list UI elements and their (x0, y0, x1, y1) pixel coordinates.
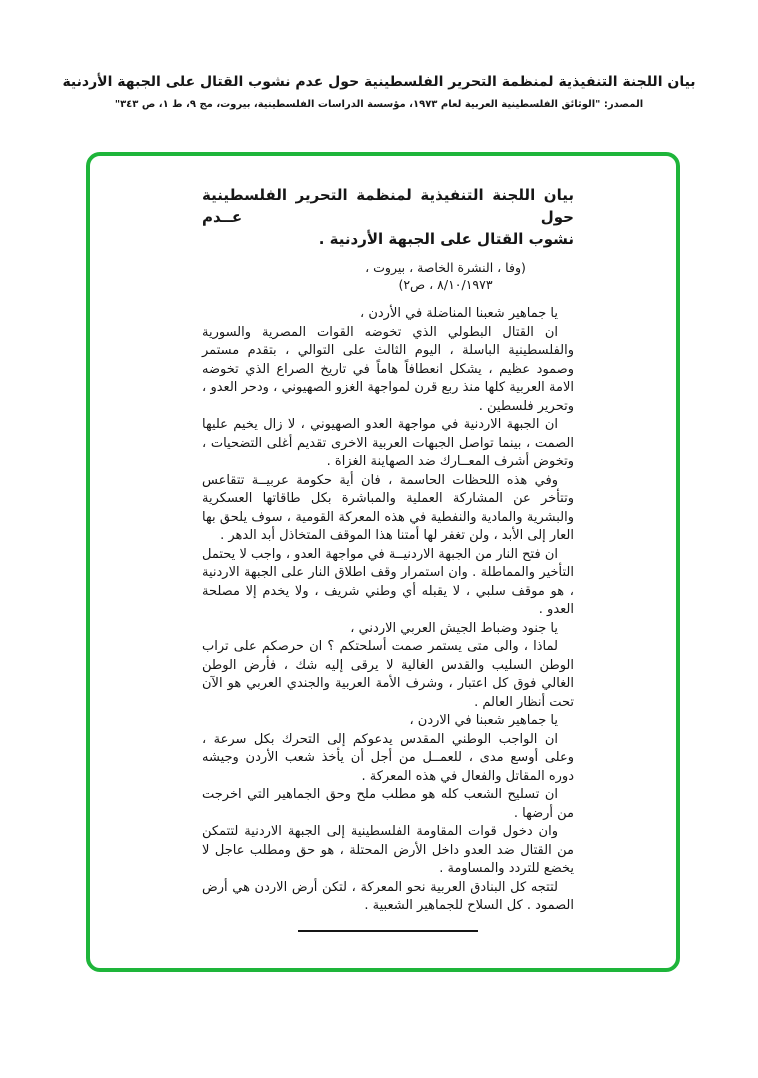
paragraph: وان دخول قوات المقاومة الفلسطينية إلى الجبهة الاردنية لتتمكن من القتال ضد العدو داخل الأرض المحتلة ، هو حق ومطلب عاجل لا يخضع للتردد والمساومة . (202, 824, 574, 876)
paragraph: ان الواجب الوطني المقدس يدعوكم إلى التحرك بكل سرعة ، وعلى أوسع مدى ، للعمــل من أجل أن يأخذ شعب الأردن وجيشه دوره المقاتل والفعال في هذه المعركة . (202, 731, 574, 784)
paragraph: يا جنود وضباط الجيش العربي الاردني ، (350, 620, 558, 636)
paragraph: يا جماهير شعبنا المناضلة في الأردن ، (360, 306, 558, 321)
paragraph: ان تسليح الشعب كله هو مطلب ملح وحق الجماهير التي اخرجت من أرضها . (202, 787, 574, 821)
paragraph: ان القتال البطولي الذي تخوضه القوات المصرية والسورية والفلسطينية الباسلة ، اليوم الثالث على التوالي ، بتقدم مستمر وصمود عظيم ، يشكل انعطافاً هاماً في تاريخ الصراع الذي تخوضه الامة العربية كلها منذ ربع قرن لمواجهة الغزو الصهيوني ، ودحر العدو ، وتحرير فلسطين . (202, 324, 574, 414)
paragraph: لماذا ، والى متى يستمر صمت أسلحتكم ؟ ان حرصكم على تراب الوطن السليب والقدس الغالية لا يرقى إليه شك ، فأرض الوطن الغالي فوق كل اعتبار ، وشرف الأمة العربية والجندي العربي هو الآن تحت أنظار العالم . (202, 639, 574, 710)
citation-block (202, 259, 574, 293)
doc-body (202, 305, 574, 916)
paragraph: يا جماهير شعبنا في الاردن ، (409, 713, 558, 728)
paragraph: ان الجبهة الاردنية في مواجهة العدو الصهيوني ، لا زال يخيم عليها الصمت ، بينما تواصل الجبهات العربية الاخرى تقديم أغلى التضحيات ، وتخوض أشرف المعــارك ضد الصهاينة الغزاة . (202, 417, 574, 469)
divider-line (298, 930, 478, 932)
citation-line-2: ٨/١٠/١٩٧٣ ، ص٢) (398, 277, 493, 292)
paragraph: لتتجه كل البنادق العربية نحو المعركة ، لتكن أرض الاردن هي أرض الصمود . كل السلاح للجماهير الشعبية . (202, 879, 574, 913)
document-heading (202, 184, 574, 250)
heading-line-2: نشوب القتال على الجبهة الأردنية . (318, 230, 574, 248)
source-line: المصدر: "الوثائق الفلسطينية العربية لعام ١٩٧٣، مؤسسة الدراسات الفلسطينية، بيروت، مج ٩، ط ١، ص ٣٤٣" (114, 99, 644, 110)
page-header (0, 72, 758, 112)
document-frame (86, 152, 680, 972)
page-title: بيان اللجنة التنفيذية لمنظمة التحرير الفلسطينية حول عدم نشوب القتال على الجبهة الأردنية (62, 74, 696, 90)
heading-line-1: بيان اللجنة التنفيذية لمنظمة التحرير الفلسطينية حول عــدم (202, 186, 574, 226)
paragraph: ان فتح النار من الجبهة الاردنيــة في مواجهة العدو ، واجب لا يحتمل التأخير والمماطلة . وان استمرار وقف اطلاق النار على الجبهة الاردنية ، هو موقف سلبي ، لا يقبله أي وطني شريف ، ولا يخدم إلا مصلحة العدو . (202, 546, 574, 617)
citation-line-1: (وفا ، النشرة الخاصة ، بيروت ، (365, 260, 526, 275)
document-scan (202, 184, 574, 932)
paragraph: وفي هذه اللحظات الحاسمة ، فان أية حكومة عربيــة تتقاعس وتتأخر عن المشاركة العملية والمباشرة بكل طاقاتها العسكرية والبشرية والمادية والنفطية في هذه المعركة القومية ، سوف يلحق بها العار إلى الأبد ، ولن تغفر لها أمتنا هذا الموقف المتخاذل أبد الدهر . (202, 472, 574, 543)
